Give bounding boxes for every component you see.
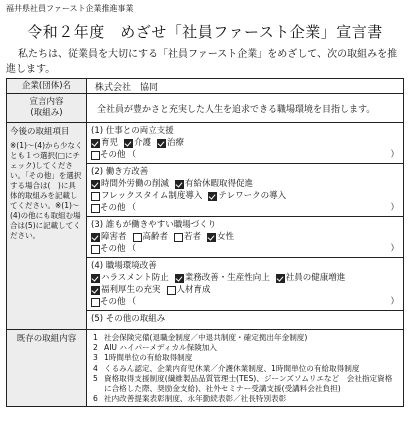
item-text: AIU ハイパーメディカル保険加入 [104,343,217,353]
option-row [87,231,403,243]
option[interactable] [207,231,234,243]
option-label: ハラスメント防止 [101,273,169,283]
item-number: 1 [93,333,98,342]
program-label: 福井県社員ファースト企業推進事業 [6,4,134,13]
option-label: 有給休暇取得促進 [185,179,254,189]
option[interactable] [175,178,253,190]
group-title: (1) 仕事との両立支援 [91,126,174,136]
option-group [87,216,403,257]
option-label: フレックスタイム制度導入 [101,191,203,201]
other-label: その他 [100,244,126,254]
declaration-label-line1: 宣言内容 [29,97,64,107]
checkbox[interactable] [91,245,100,254]
paren-open: （ [127,203,137,213]
group-title: (4) 職場環境改善 [91,261,157,271]
checkbox[interactable] [208,192,217,201]
other-label: その他 [100,150,126,160]
existing-list [87,330,403,406]
option[interactable] [133,231,169,243]
paren-close: ） [390,150,399,160]
option-label: 障害者 [101,232,127,242]
paren-open: （ [127,150,137,160]
item-text: 社内改善提案表彰制度、永年勤続表彰／社長特別表彰 [104,394,287,404]
existing-item [93,364,399,374]
item-number: 3 [93,353,98,363]
other-option[interactable] [87,243,403,255]
other-option[interactable] [87,149,403,161]
option-label: 介護 [134,138,152,148]
option-row [87,190,403,202]
intro-text: 私たちは、従業員を大切にする「社員ファースト企業」をめざして、次の取組みを推進します。 [6,49,398,75]
option[interactable] [208,190,286,202]
existing-item [93,353,399,363]
checkbox[interactable] [207,233,216,242]
checkbox[interactable] [167,286,176,295]
company-label: 企業(団体)名 [7,79,87,94]
item-number: 5 [93,373,98,383]
future-label-cell [7,123,87,330]
checkbox[interactable] [91,192,100,201]
option[interactable] [124,137,151,149]
declaration-row [7,94,404,123]
existing-label: 既存の取組内容 [7,330,87,407]
other-option[interactable] [87,296,403,308]
checkbox[interactable] [91,204,100,213]
paren-open: （ [127,297,137,307]
checkbox[interactable] [91,151,100,160]
checkbox[interactable] [276,274,285,283]
item-text: くるみん認定、企業内育児休業／介護休業制度、1時間単位の有給取得制度 [104,363,360,373]
option-label: 業務改善・生産性向上 [184,273,270,283]
option-row [87,272,403,284]
item-text: 1時間単位の有給取得制度 [104,353,193,363]
option-label: 女性 [217,232,235,242]
existing-item [93,394,399,404]
company-row [7,79,404,94]
declaration-form [6,78,404,407]
item-number: 2 [93,343,98,353]
page-title: 令和２年度 めざせ「社員ファースト企業」宣言書 [27,23,383,41]
existing-row [7,330,404,407]
checkbox[interactable] [91,233,100,242]
option[interactable] [91,284,161,296]
option-label: 育児 [101,138,119,148]
item-number: 4 [93,363,98,373]
existing-item [93,374,399,394]
declaration-label-line2: (取組み) [30,108,63,118]
future-row [7,123,404,330]
group-title: (2) 働き方改善 [91,167,149,177]
option-group [87,310,403,329]
item-number: 6 [93,394,98,404]
declaration-label [7,94,87,123]
checkbox[interactable] [133,233,142,242]
option[interactable] [91,231,127,243]
option-label: 人材育成 [176,285,211,295]
existing-item [93,333,399,343]
declaration-text: 全社員が豊かさと充実した人生を追求できる職場環境を目指します。 [87,94,404,123]
option-label: 若者 [184,232,202,242]
option[interactable] [91,190,202,202]
paren-close: ） [390,244,399,254]
option-row [87,178,403,190]
checkbox[interactable] [91,298,100,307]
checkbox[interactable] [175,274,184,283]
checkbox[interactable] [175,180,184,189]
existing-cell [87,330,404,407]
option-group [87,257,403,310]
option-label: 治療 [167,138,185,148]
item-text: 社会保険完備(退職金制度／中退共制度・確定拠出年金制度) [104,333,308,342]
option[interactable] [175,272,270,284]
checkbox[interactable] [91,139,100,148]
checkbox[interactable] [91,286,100,295]
option[interactable] [157,137,184,149]
option[interactable] [276,272,346,284]
paren-open: （ [127,244,137,254]
future-label: 今後の取組項目 [10,127,70,137]
option-label: 高齢者 [142,232,169,242]
checkbox[interactable] [157,139,166,148]
other-label: その他 [100,203,126,213]
checkbox[interactable] [91,274,100,283]
checkbox[interactable] [174,233,183,242]
option[interactable] [167,284,211,296]
group-title: (3) 誰もが働きやすい職場づくり [91,220,217,230]
existing-item [93,343,399,353]
option[interactable] [174,231,201,243]
option[interactable] [91,272,169,284]
future-note: ※(1)～(4)から少なくとも１つ選択(□にチェック)してください。「その他」を選択する場合は( )に具体的取組みを記載してください。※(1)～(4)の他にも取組む場合は(5)に記載してください。 [10,141,83,240]
option-group [87,123,403,163]
item-text: 資格取得支援制度(繊維製品品質管理士(TES)、ジーンズソムリエなど 会社指定資格に合格した際、奨励金支給)、社外セミナー受講支援(受講料会社負担) [104,373,393,394]
paren-close: ） [390,297,399,307]
option-label: 福利厚生の充実 [101,285,161,295]
checkbox[interactable] [124,139,133,148]
future-groups-container [87,123,403,329]
future-groups [87,123,404,330]
checkbox[interactable] [91,180,100,189]
option-label: 時間外労働の削減 [101,179,170,189]
option-row [87,284,403,296]
other-label: その他 [100,297,126,307]
option-label: テレワークの導入 [218,191,287,201]
option[interactable] [91,137,118,149]
company-name: 株式会社 協同 [87,79,404,94]
option-label: 社員の健康増進 [285,273,346,283]
other-option[interactable] [87,202,403,214]
option-row [87,137,403,149]
option[interactable] [91,178,169,190]
option-group [87,163,403,216]
paren-close: ） [390,203,399,213]
group-title: (5) その他の取組み [91,314,166,324]
